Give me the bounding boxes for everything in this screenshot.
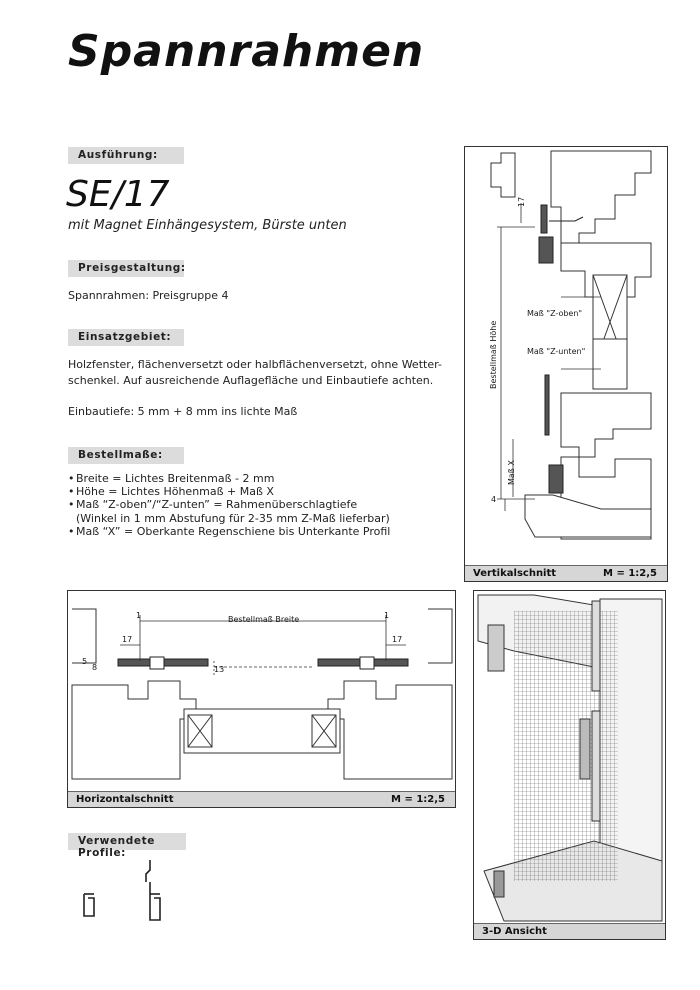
horizontal-caption-text: Horizontalschnitt: [76, 794, 174, 805]
horizontal-label-17-left: 17: [122, 635, 133, 644]
preis-text: Spannrahmen: Preisgruppe 4: [68, 289, 229, 302]
vertikalschnitt-panel: [464, 146, 668, 582]
section-label-einsatz: Einsatzgebiet:: [68, 329, 184, 346]
ansicht-panel: [473, 590, 666, 940]
horizontalschnitt-panel: [67, 590, 456, 808]
horizontal-label-17-right: 17: [392, 635, 403, 644]
horizontal-label-1-right: 1: [384, 611, 390, 620]
einsatz-line-1: Holzfenster, flächenversetzt oder halbflächenversetzt, ohne Wetter-: [68, 358, 442, 371]
section-label-ausfuehrung: Ausführung:: [68, 147, 184, 164]
ansicht-caption-text: 3-D Ansicht: [482, 926, 547, 937]
horizontal-label-1-left: 1: [136, 611, 142, 620]
profile-small-icon: [84, 894, 94, 916]
vertikal-label-4: 4: [491, 495, 497, 504]
vertikal-label-zunten: Maß "Z-unten": [527, 347, 586, 356]
horizontal-scale: M = 1:2,5: [391, 794, 445, 805]
vertikal-label-massx: Maß X: [507, 460, 516, 485]
model-subtitle: mit Magnet Einhängesystem, Bürste unten: [68, 218, 347, 233]
list-item: • Breite = Lichtes Breitenmaß - 2 mm: [68, 472, 448, 485]
horizontal-label-breite: Bestellmaß Breite: [228, 615, 300, 624]
list-item-continuation: (Winkel in 1 mm Abstufung für 2-35 mm Z-Maß lieferbar): [76, 511, 390, 525]
list-item: • Maß “Z-oben”/“Z-unten” = Rahmenüberschlagtiefe: [68, 498, 448, 511]
horizontalschnitt-caption: [68, 791, 455, 807]
section-label-bestell: Bestellmaße:: [68, 447, 184, 464]
vertikal-label-zoben: Maß "Z-oben": [527, 309, 583, 318]
profile-icons: [68, 858, 178, 928]
bestell-list: [68, 472, 448, 538]
horizontal-label-13: 13: [214, 665, 225, 674]
profile-large-icon: [146, 860, 160, 920]
einbautiefe-text: Einbautiefe: 5 mm + 8 mm ins lichte Maß: [68, 405, 298, 418]
horizontal-label-8: 8: [92, 663, 98, 672]
vertikal-label-17: 17: [517, 196, 526, 207]
vertikal-label-hoehe: Bestellmaß Höhe: [489, 320, 498, 389]
list-item: • Höhe = Lichtes Höhenmaß + Maß X: [68, 485, 448, 498]
horizontal-label-5: 5: [82, 657, 88, 666]
vertikalschnitt-caption: [465, 565, 667, 581]
section-label-profile: Verwendete Profile:: [68, 833, 186, 850]
section-label-preis: Preisgestaltung:: [68, 260, 184, 277]
list-item: • Maß “X” = Oberkante Regenschiene bis Unterkante Profil: [68, 525, 448, 538]
model-name: SE/17: [66, 174, 170, 215]
einsatz-text: [68, 357, 448, 389]
einsatz-line-2: schenkel. Auf ausreichende Auflagefläche und Einbautiefe achten.: [68, 374, 434, 387]
ansicht-drawing: [474, 591, 667, 925]
vertikal-scale: M = 1:2,5: [603, 568, 657, 579]
vertikal-caption-text: Vertikalschnitt: [473, 568, 557, 579]
page-title: Spannrahmen: [68, 26, 425, 77]
ansicht-caption: [474, 923, 665, 939]
